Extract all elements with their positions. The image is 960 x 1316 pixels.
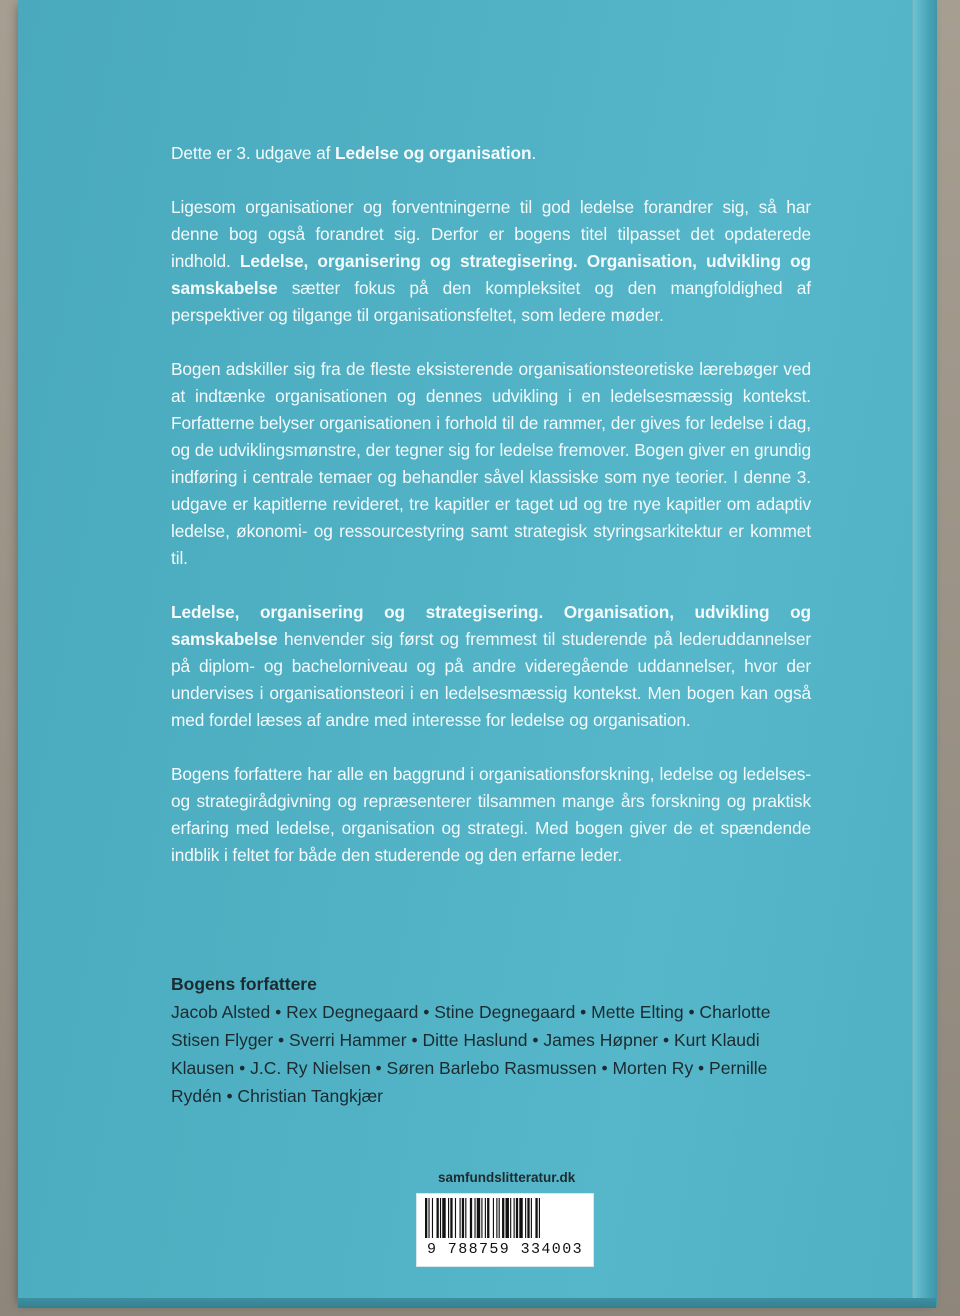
- p2-seg2: Ledelse, organisering og strategisering. Organisation, udvikling og samskabelse: [171, 251, 812, 298]
- isbn-number: 9 788759 334003: [426, 1241, 584, 1258]
- blurb-paragraph-2: [171, 194, 811, 329]
- p4-seg2: henvender sig først og fremmest til studerende på lederuddannelser på diplom- og bachelorniveau og på andre videregående uddannelser, hvor der undervises i organisationsteori i en ledelsesmæssig kontekst. Men bogen kan også med fordel læses af andre med interesse for ledelse og organisation.: [171, 629, 811, 730]
- book-side-edge: [912, 0, 937, 1306]
- barcode-bars: [417, 1194, 593, 1242]
- isbn-barcode: [416, 1193, 594, 1267]
- p4-seg1: Ledelse, organisering og strategisering. Organisation, udvikling og samskabelse: [171, 602, 811, 649]
- authors-section: [171, 970, 821, 1110]
- publisher-url: samfundslitteratur.dk: [438, 1170, 576, 1185]
- authors-heading: Bogens forfattere: [171, 974, 317, 994]
- p5-seg1: Bogens forfattere har alle en baggrund i organisationsforskning, ledelse og ledelses- og strategirådgivning og repræsenterer tilsammen mange års forskning og praktisk erfaring med ledelse, organisation og strategi. Med bogen giver de et spændende indblik i feltet for både den studerende og den erfarne leder.: [171, 764, 811, 865]
- p1-seg3: .: [531, 143, 537, 163]
- book-bottom-edge: [18, 1298, 936, 1308]
- blurb-paragraph-3: [171, 356, 811, 572]
- authors-list: Jacob Alsted • Rex Degnegaard • Stine Degnegaard • Mette Elting • Charlotte Stisen Flyger • Sverri Hammer • Ditte Haslund • James Høpner • Kurt Klaudi Klausen • J.C. Ry Nielsen • Søren Barlebo Rasmussen • Morten Ry • Pernille Rydén • Christian Tangkjær: [171, 1002, 771, 1106]
- p2-seg3: sætter fokus på den kompleksitet og den mangfoldighed af perspektiver og tilgange til organisationsfeltet, som ledere møder.: [171, 278, 811, 325]
- blurb-text: [171, 140, 811, 896]
- p3-seg1: Bogen adskiller sig fra de fleste eksisterende organisationsteoretiske lærebøger ved at indtænke organisationen og dennes udvikling i en ledelsesmæssig kontekst. Forfatterne belyser organisationen i forhold til de rammer, der gives for ledelse i dag, og de udviklingsmønstre, der tegner sig for ledelse fremover. Bogen giver en grundig indføring i centrale temaer og behandler såvel klassiske som nye teorier. I denne 3. udgave er kapitlerne revideret, tre kapitler er taget ud og tre nye kapitler om adaptiv ledelse, økonomi- og ressourcestyring samt strategisk styringsarkitektur er kommet til.: [171, 359, 811, 568]
- blurb-paragraph-1: [171, 140, 811, 167]
- blurb-paragraph-4: [171, 599, 811, 734]
- blurb-paragraph-5: [171, 761, 811, 869]
- p1-seg1: Dette er 3. udgave af: [171, 143, 335, 163]
- p2-seg1: Ligesom organisationer og forventningerne til god ledelse forandrer sig, så har denne bog også forandret sig. Derfor er bogens titel tilpasset det opdaterede indhold.: [171, 197, 811, 271]
- book-back-cover: [18, 0, 930, 1300]
- p1-seg2: Ledelse og organisation: [335, 143, 532, 163]
